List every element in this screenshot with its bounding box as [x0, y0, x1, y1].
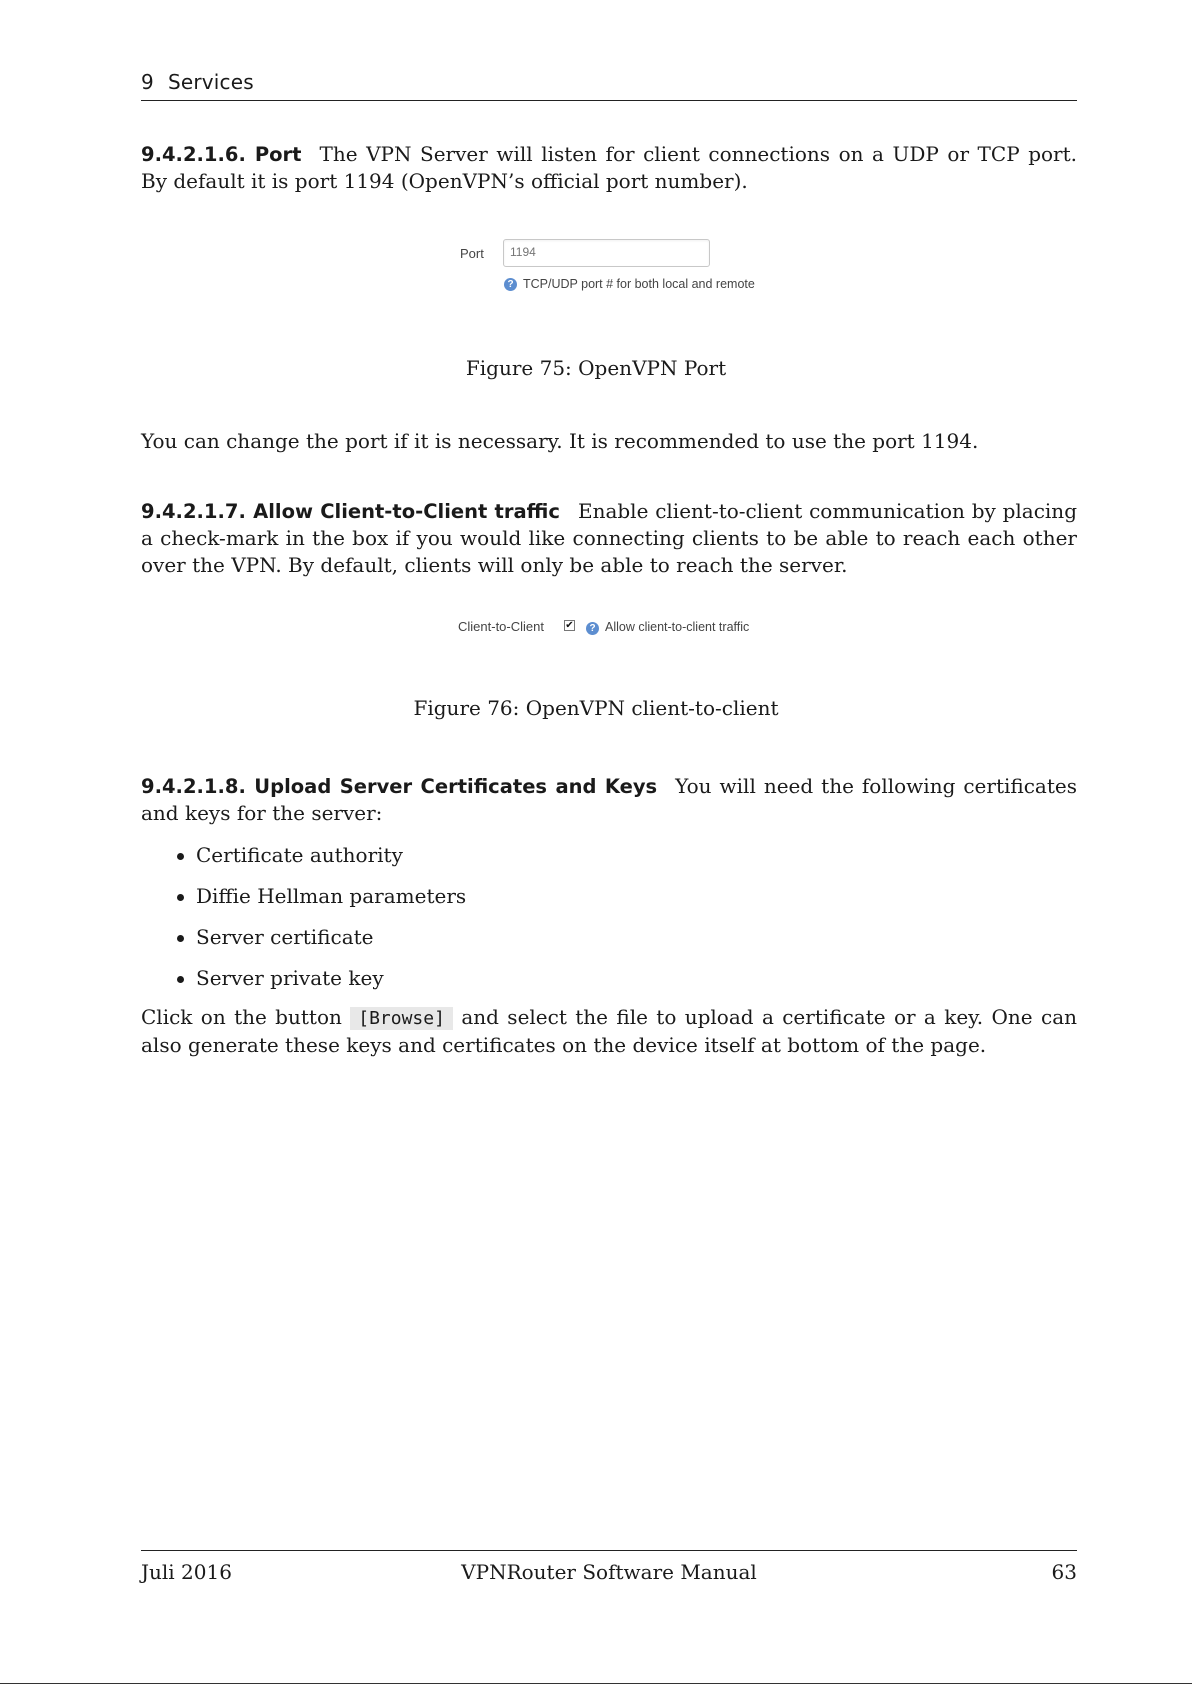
- section-certs-heading: 9.4.2.1.8. Upload Server Certificates and Keys: [141, 775, 658, 798]
- header-rule: [141, 100, 1077, 101]
- client-to-client-checkbox[interactable]: [564, 620, 575, 631]
- port-input[interactable]: [504, 240, 700, 264]
- section-port-heading: 9.4.2.1.6. Port: [141, 143, 302, 166]
- page-edge-rule: [0, 1683, 1192, 1684]
- bullet-icon: [177, 935, 184, 942]
- help-icon: ?: [586, 622, 599, 635]
- browse-instructions: [141, 1004, 1077, 1059]
- help-icon: ?: [504, 278, 517, 291]
- port-note: You can change the port if it is necessary. It is recommended to use the port 1194.: [141, 429, 979, 453]
- list-item: Certificate authority: [196, 842, 1076, 883]
- checkmark-icon: ✔: [565, 620, 574, 631]
- bullet-icon: [177, 853, 184, 860]
- bullet-icon: [177, 894, 184, 901]
- running-header: [141, 70, 254, 94]
- section-c2c-text: Enable client-to-client communication by placing a check-mark in the box if you would like connecting clients to be able to reach each other over the VPN. By default, clients will only be able to reach the server.: [141, 499, 1077, 577]
- chapter-number: 9: [141, 70, 154, 94]
- footer-rule: [141, 1550, 1077, 1551]
- click-pre: Click on the button: [141, 1005, 342, 1029]
- section-certs: [141, 773, 1077, 827]
- chapter-title: Services: [167, 70, 254, 94]
- figure-75-caption: Figure 75: OpenVPN Port: [465, 356, 727, 380]
- section-port: [141, 141, 1077, 195]
- figure-76-caption: Figure 76: OpenVPN client-to-client: [413, 696, 779, 720]
- list-item: Server certificate: [196, 924, 1076, 965]
- footer-title: VPNRouter Software Manual: [461, 1560, 757, 1584]
- section-certs-text: You will need the following certificates and keys for the server:: [141, 774, 1077, 825]
- section-c2c-heading: 9.4.2.1.7. Allow Client-to-Client traffic: [141, 500, 560, 523]
- port-field[interactable]: [503, 239, 710, 267]
- certificate-list: [196, 842, 1076, 1006]
- footer-page-number: 63: [1051, 1560, 1077, 1584]
- browse-button[interactable]: [Browse]: [350, 1007, 453, 1030]
- port-help-text: TCP/UDP port # for both local and remote: [523, 277, 755, 291]
- footer-date: Juli 2016: [141, 1560, 232, 1584]
- port-label: Port: [460, 246, 484, 261]
- list-item: Server private key: [196, 965, 1076, 1006]
- client-to-client-label: Client-to-Client: [458, 619, 544, 634]
- section-port-text: The VPN Server will listen for client connections on a UDP or TCP port. By default it is port 1194 (OpenVPN’s official port number).: [141, 142, 1077, 193]
- list-item: Diffie Hellman parameters: [196, 883, 1076, 924]
- section-c2c: [141, 498, 1077, 579]
- click-post: and select the file to upload a certificate or a key. One can also generate these keys and certificates on the device itself at bottom of the page.: [141, 1005, 1078, 1057]
- bullet-icon: [177, 976, 184, 983]
- client-to-client-help-text: Allow client-to-client traffic: [605, 620, 750, 634]
